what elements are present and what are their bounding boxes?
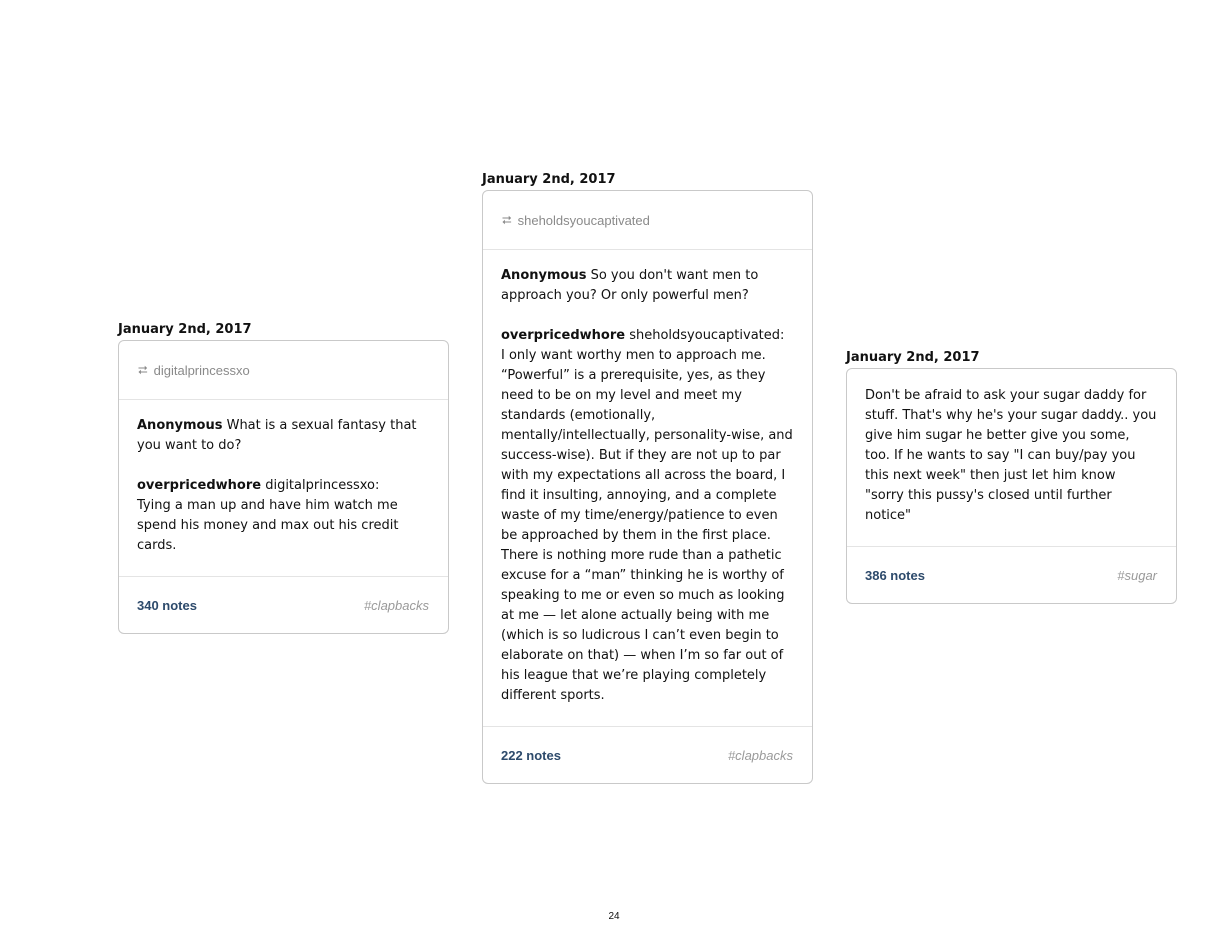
post-footer: [119, 576, 448, 633]
post-date: January 2nd, 2017: [118, 322, 252, 337]
reblog-icon: ⮂: [138, 362, 148, 377]
answer-text: I only want worthy men to approach me. “Powerful” is a prerequisite, yes, as they need to be on my level and meet my standards (emotionally, mentally/intellectually, personality-wise, and success-wise). But if they are not up to par with my expectations all across the board, I find it insulting, annoying, and a complete waste of my time/energy/patience to even be approached by them in the first place. There is nothing more rude than a pathetic excuse for a “man” thinking he is worthy of speaking to me or even so much as looking at me — let alone actually being with me (which is so ludicrous I can’t even begin to elaborate on that) — when I’m so far out of his league that we’re playing completely different sports.: [501, 348, 793, 703]
answer-attribution: [137, 476, 430, 496]
reblog-source-link[interactable]: digitalprincessxo: [153, 362, 250, 378]
post-body: [847, 369, 1176, 546]
reblog-header: [483, 191, 812, 250]
post-footer: [847, 546, 1176, 603]
post-card: [846, 368, 1177, 604]
page-number: 24: [608, 911, 620, 922]
question-text: So you don't want men to approach you? Or only powerful men?: [501, 268, 759, 303]
question-text: What is a sexual fantasy that you want to do?: [137, 418, 417, 453]
post-tag[interactable]: #clapbacks: [363, 597, 429, 613]
post-body: [483, 250, 812, 726]
question: [501, 266, 794, 306]
reblog-header: [119, 341, 448, 400]
post-card: [118, 340, 449, 634]
post-body: [119, 400, 448, 576]
reblog-source-link[interactable]: sheholdsyoucaptivated: [517, 212, 650, 228]
notes-count[interactable]: 386 notes: [865, 567, 925, 583]
question: [137, 416, 430, 456]
post-date: January 2nd, 2017: [482, 172, 616, 187]
post-tag[interactable]: #clapbacks: [727, 747, 793, 763]
answer-source[interactable]: digitalprincessxo:: [265, 478, 380, 493]
answer-text: Tying a man up and have him watch me spend his money and max out his credit cards.: [137, 498, 399, 553]
question-author[interactable]: Anonymous: [137, 418, 223, 433]
reblog-icon: ⮂: [502, 212, 512, 227]
post-2: [482, 170, 813, 784]
post-tag[interactable]: #sugar: [1117, 567, 1157, 583]
notes-count[interactable]: 222 notes: [501, 747, 561, 763]
post-footer: [483, 726, 812, 783]
answer-attribution: [501, 326, 794, 346]
answer-author[interactable]: overpricedwhore: [501, 328, 626, 343]
post-card: [482, 190, 813, 784]
answer-source[interactable]: sheholdsyoucaptivated:: [629, 328, 785, 343]
post-3: [846, 348, 1177, 604]
post-text: Don't be afraid to ask your sugar daddy for stuff. That's why he's your sugar daddy.. you give him sugar he better give you some, too. If he wants to say "I can buy/pay you this next week" then just let him know "sorry this pussy's closed until further notice": [865, 388, 1157, 523]
answer-author[interactable]: overpricedwhore: [137, 478, 262, 493]
post-1: [118, 320, 449, 634]
notes-count[interactable]: 340 notes: [137, 597, 197, 613]
question-author[interactable]: Anonymous: [501, 268, 587, 283]
post-date: January 2nd, 2017: [846, 350, 980, 365]
